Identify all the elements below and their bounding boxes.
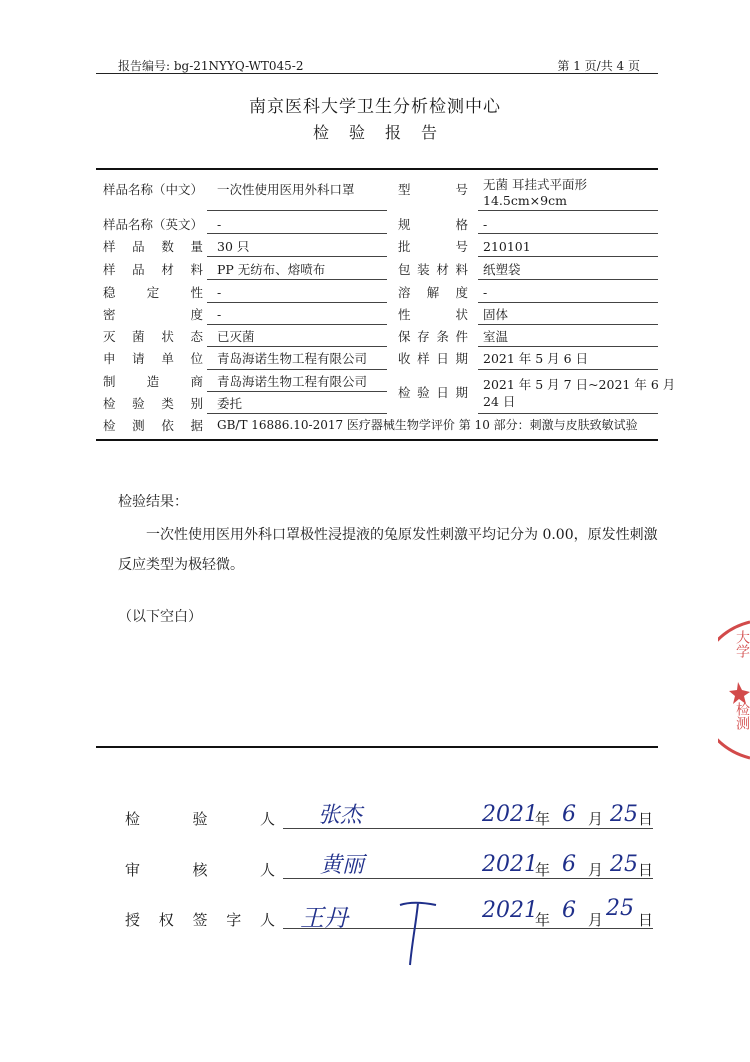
label-model: 型号: [398, 182, 468, 197]
label-name-cn: 样品名称（中文）: [103, 182, 204, 197]
day-unit: 日: [638, 810, 654, 828]
sig-label-tester: 检验人: [125, 810, 275, 828]
underline: [478, 324, 658, 325]
blank-note: （以下空白）: [118, 609, 202, 625]
label-basis: 检测依据: [103, 418, 203, 433]
label-name-en: 样品名称（英文）: [103, 217, 204, 232]
value-name-en: -: [217, 217, 222, 232]
value-manufacturer: 青岛海诺生物工程有限公司: [217, 374, 368, 389]
label-density: 密度: [103, 307, 203, 322]
sig-reviewer: 黄丽: [320, 853, 365, 878]
underline: [207, 324, 387, 325]
value-model-1: 无菌 耳挂式平面形: [483, 177, 587, 192]
label-quantity: 样品数量: [103, 239, 203, 254]
month-unit: 月: [588, 861, 604, 879]
value-receive-date: 2021 年 5 月 6 日: [483, 351, 589, 366]
month-unit: 月: [588, 810, 604, 828]
value-packaging: 纸塑袋: [483, 262, 521, 277]
stamp-text-bottom: 检测: [734, 702, 750, 730]
sig-label-signatory: 授权签字人: [125, 911, 275, 929]
label-storage: 保存条件: [398, 329, 468, 344]
value-sterile: 已灭菌: [217, 329, 255, 344]
label-spec: 规格: [398, 217, 468, 232]
underline: [207, 279, 387, 280]
header-rule: [96, 73, 658, 74]
value-spec: -: [483, 217, 488, 232]
result-heading: 检验结果：: [118, 494, 188, 510]
org-title: 南京医科大学卫生分析检测中心: [249, 97, 501, 117]
underline: [207, 256, 387, 257]
label-test-date: 检验日期: [398, 385, 468, 400]
sig-reviewer-year: 2021: [482, 852, 538, 877]
year-unit: 年: [535, 810, 551, 828]
sig-tester: 张杰: [318, 803, 363, 828]
day-unit: 日: [638, 911, 654, 929]
signature-top-rule: [96, 746, 658, 748]
value-material: PP 无纺布、熔喷布: [217, 262, 326, 277]
value-model-2: 14.5cm×9cm: [483, 193, 567, 208]
underline: [207, 302, 387, 303]
sig-tester-day: 25: [610, 802, 638, 827]
result-text: 一次性使用医用外科口罩极性浸提液的兔原发性刺激平均记分为 0.00，原发性刺激反应类型为极轻微。: [118, 527, 658, 573]
value-batch: 210101: [483, 239, 531, 254]
stamp-text-top: 大学: [734, 630, 750, 658]
sig-label-reviewer: 审核人: [125, 861, 275, 879]
value-basis: GB/T 16886.10-2017 医疗器械生物学评价 第 10 部分：刺激与皮肤致敏试验: [217, 418, 638, 432]
value-solubility: -: [483, 285, 488, 300]
value-state: 固体: [483, 307, 509, 322]
underline: [478, 369, 658, 370]
label-sterile: 灭菌状态: [103, 329, 203, 344]
value-test-date-1: 2021 年 5 月 7 日~2021 年 6 月: [483, 377, 676, 392]
value-applicant: 青岛海诺生物工程有限公司: [217, 351, 368, 366]
underline: [207, 210, 387, 211]
label-batch: 批号: [398, 239, 468, 254]
underline: [207, 369, 387, 370]
day-unit: 日: [638, 861, 654, 879]
label-packaging: 包装材料: [398, 262, 468, 277]
underline: [478, 233, 658, 234]
label-stability: 稳定性: [103, 285, 203, 300]
label-applicant: 申请单位: [103, 351, 203, 366]
value-test-type: 委托: [217, 396, 243, 411]
sig-signatory-year: 2021: [482, 898, 538, 923]
table-top-rule: [96, 168, 658, 170]
signature-stroke: [398, 893, 438, 973]
underline: [207, 233, 387, 234]
label-receive-date: 收样日期: [398, 351, 468, 366]
value-name-cn: 一次性使用医用外科口罩: [217, 182, 355, 197]
sig-reviewer-day: 25: [610, 852, 638, 877]
underline: [478, 302, 658, 303]
year-unit: 年: [535, 911, 551, 929]
label-manufacturer: 制造商: [103, 374, 203, 389]
year-unit: 年: [535, 861, 551, 879]
underline: [478, 256, 658, 257]
underline: [478, 346, 658, 347]
underline: [478, 210, 658, 211]
underline: [478, 279, 658, 280]
label-material: 样品材料: [103, 262, 203, 277]
label-state: 性状: [398, 307, 468, 322]
sig-signatory-day: 25: [606, 896, 634, 921]
underline: [207, 391, 387, 392]
value-stability: -: [217, 285, 222, 300]
report-number: 报告编号: bg-21NYYQ-WT045-2: [118, 59, 304, 73]
underline: [478, 413, 658, 414]
value-test-date-2: 24 日: [483, 394, 516, 409]
sig-tester-month: 6: [562, 802, 576, 827]
value-storage: 室温: [483, 329, 509, 344]
sig-reviewer-month: 6: [562, 852, 576, 877]
label-solubility: 溶解度: [398, 285, 468, 300]
sig-tester-year: 2021: [482, 802, 538, 827]
value-quantity: 30 只: [217, 239, 250, 254]
underline: [207, 346, 387, 347]
month-unit: 月: [588, 911, 604, 929]
sig-signatory: 王丹: [300, 904, 348, 932]
sig-signatory-month: 6: [562, 898, 576, 923]
table-bottom-rule: [96, 439, 658, 441]
underline: [207, 413, 387, 414]
doc-title: 检验报告: [312, 123, 457, 142]
label-test-type: 检验类别: [103, 396, 203, 411]
page-info: 第 1 页/共 4 页: [557, 59, 640, 73]
value-density: -: [217, 307, 222, 322]
